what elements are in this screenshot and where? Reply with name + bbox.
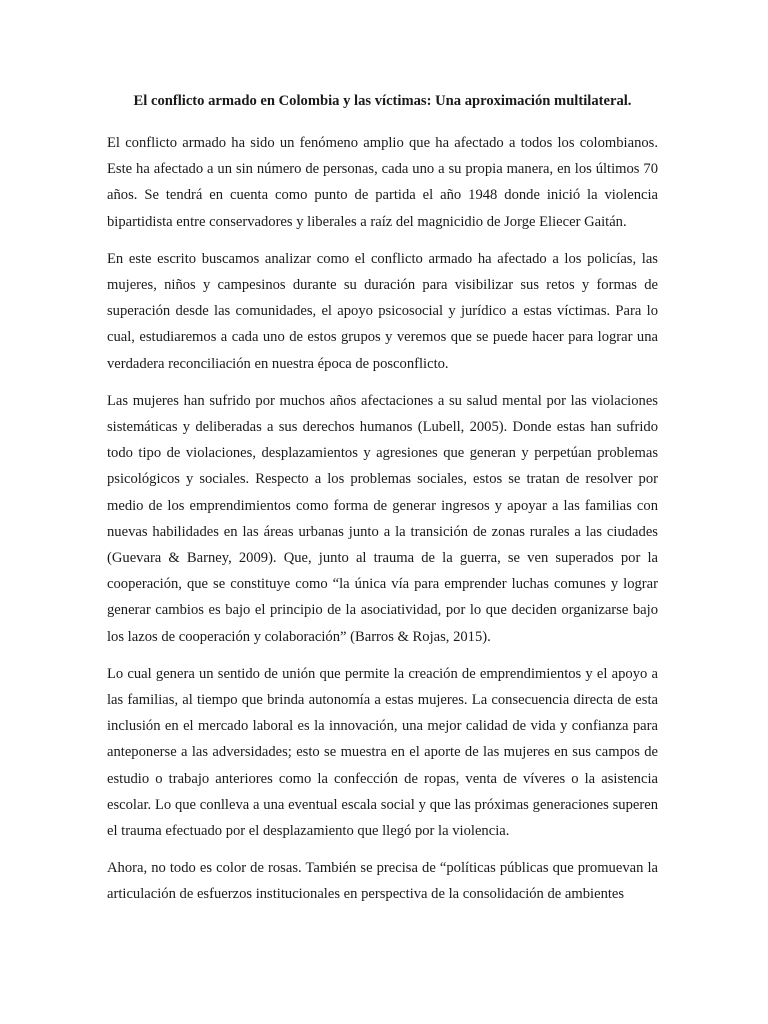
paragraph-women-effects: Las mujeres han sufrido por muchos años afectaciones a su salud mental por las violaciones sistemáticas y deliberadas a sus derechos humanos (Lubell, 2005). Donde estas han sufrido todo tipo de violaciones, desplazamientos y agresiones que generan y perpetúan problemas psicológicos y sociales. Respecto a los problemas sociales, estos se tratan de resolver por medio de los emprendimientos como forma de generar ingresos y apoyar a las familias con nuevas habilidades en las áreas urbanas junto a la transición de zonas rurales a las ciudades (Guevara & Barney, 2009). Que, junto al trauma de la guerra, se ven superados por la cooperación, que se constituye como “la única vía para emprender luchas comunes y lograr generar cambios es bajo el principio de la asociatividad, por lo que deciden organizarse bajo los lazos de cooperación y colaboración” (Barros & Rojas, 2015).: [107, 392, 658, 645]
paragraph-objective: En este escrito buscamos analizar como el conflicto armado ha afectado a los policías, las mujeres, niños y campesinos durante su duración para visibilizar sus retos y formas de superación desde las comunidades, el apoyo psicosocial y jurídico a estas víctimas. Para lo cual, estudiaremos a cada uno de estos grupos y veremos que se puede hacer para lograr una verdadera reconciliación en nuestra época de posconflicto.: [107, 250, 658, 372]
document-title: El conflicto armado en Colombia y las víctimas: Una aproximación multilateral.: [133, 93, 632, 109]
paragraph-intro: El conflicto armado ha sido un fenómeno amplio que ha afectado a todos los colombianos. Este ha afectado a un sin número de personas, cada uno a su propia manera, en los últimos 70 años. Se tendrá en cuenta como punto de partida el año 1948 donde inició la violencia bipartidista entre conservadores y liberales a raíz del magnicidio de Jorge Eliecer Gaitán.: [107, 135, 658, 230]
document-page: [107, 86, 658, 919]
paragraph-public-policy: Ahora, no todo es color de rosas. También se precisa de “políticas públicas que promuevan la articulación de esfuerzos institucionales en perspectiva de la consolidación de ambientes: [107, 860, 658, 903]
paragraph-union: Lo cual genera un sentido de unión que permite la creación de emprendimientos y el apoyo a las familias, al tiempo que brinda autonomía a estas mujeres. La consecuencia directa de esta inclusión en el mercado laboral es la innovación, una mejor calidad de vida y confianza para anteponerse a las adversidades; esto se muestra en el aporte de las mujeres en sus campos de estudio o trabajo anteriores como la confección de ropas, venta de víveres o la asistencia escolar. Lo que conlleva a una eventual escala social y que las próximas generaciones superen el trauma efectuado por el desplazamiento que llegó por la violencia.: [107, 665, 658, 840]
